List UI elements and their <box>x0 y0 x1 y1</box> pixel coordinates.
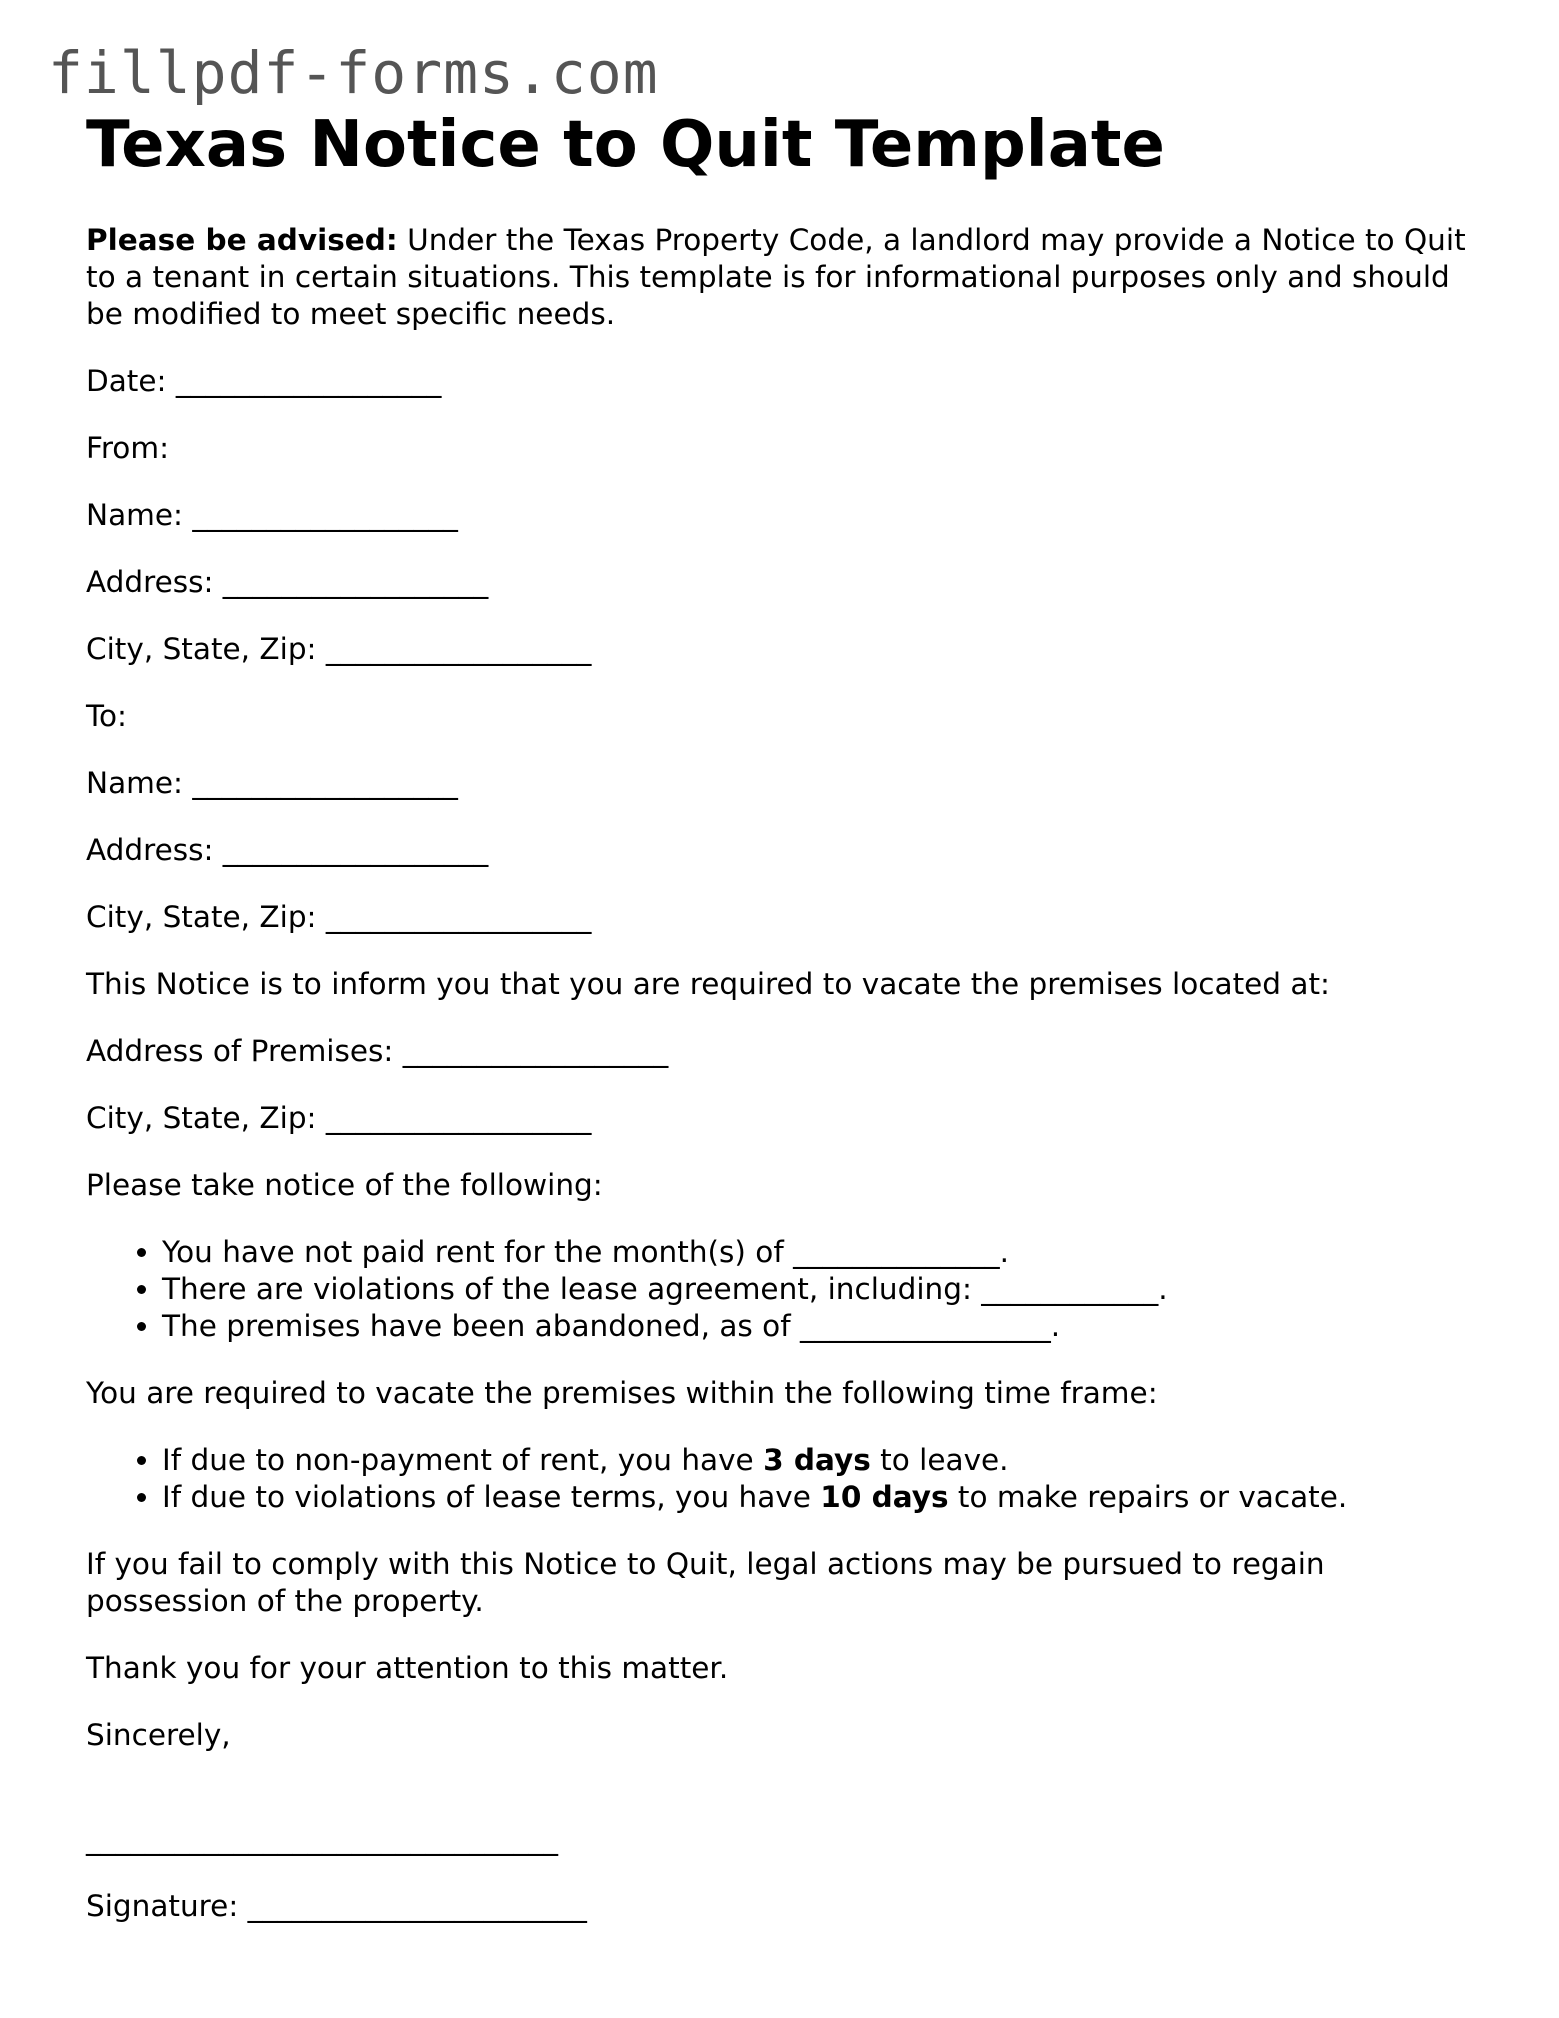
reason-unpaid-rent[interactable]: • You have not paid rent for the month(s) of ______________. <box>162 1234 1486 1271</box>
from-city-field[interactable]: City, State, Zip: __________________ <box>86 632 592 667</box>
fail-paragraph: If you fail to comply with this Notice to Quit, legal actions may be pursued to regain possession of the property. <box>86 1547 1325 1619</box>
intro-paragraph <box>86 222 1486 333</box>
to-label: To: <box>86 699 127 734</box>
page-title: Texas Notice to Quit Template <box>86 108 1165 182</box>
from-address-field[interactable]: Address: __________________ <box>86 565 489 600</box>
timeframe-text: to make repairs or vacate. <box>948 1480 1348 1515</box>
to-city-field[interactable]: City, State, Zip: __________________ <box>86 900 592 935</box>
reasons-list <box>86 1234 1486 1345</box>
timeframe-text: If due to violations of lease terms, you have <box>162 1480 821 1515</box>
timeframe-item <box>162 1442 1486 1479</box>
timeframe-intro: You are required to vacate the premises within the following time frame: <box>86 1376 1158 1411</box>
thanks-text: Thank you for your attention to this matter. <box>86 1651 729 1686</box>
reason-abandoned[interactable]: • The premises have been abandoned, as of _________________. <box>162 1308 1486 1345</box>
timeframe-text: to leave. <box>870 1443 1009 1478</box>
document-page <box>86 110 1486 1925</box>
from-name-field[interactable]: Name: __________________ <box>86 498 458 533</box>
timeframe-item <box>162 1479 1486 1516</box>
watermark-text: fillpdf-forms.com <box>48 39 659 107</box>
timeframe-text: If due to non-payment of rent, you have <box>162 1443 764 1478</box>
timeframe-days: 3 days <box>763 1443 871 1478</box>
timeframes-list <box>86 1442 1486 1516</box>
from-label: From: <box>86 431 170 466</box>
notice-statement: This Notice is to inform you that you are required to vacate the premises located at: <box>86 967 1330 1002</box>
timeframe-days: 10 days <box>820 1480 949 1515</box>
take-notice-text: Please take notice of the following: <box>86 1168 603 1203</box>
closing-text: Sincerely, <box>86 1718 231 1753</box>
premises-address-field[interactable]: Address of Premises: __________________ <box>86 1034 669 1069</box>
reason-lease-violations[interactable]: • There are violations of the lease agreement, including: ____________. <box>162 1271 1486 1308</box>
to-name-field[interactable]: Name: __________________ <box>86 766 458 801</box>
intro-lead: Please be advised: <box>86 223 398 258</box>
signature-blank-field[interactable]: ________________________________ <box>86 1822 558 1857</box>
date-field[interactable]: Date: __________________ <box>86 364 442 399</box>
premises-city-field[interactable]: City, State, Zip: __________________ <box>86 1101 592 1136</box>
signature-field[interactable]: Signature: _______________________ <box>86 1889 587 1924</box>
intro-text: Under the Texas Property Code, a landlord may provide a Notice to Quit to a tenant in certain situations. This template is for informational purposes only and should be modified to meet specific needs. <box>86 223 1466 332</box>
to-address-field[interactable]: Address: __________________ <box>86 833 489 868</box>
